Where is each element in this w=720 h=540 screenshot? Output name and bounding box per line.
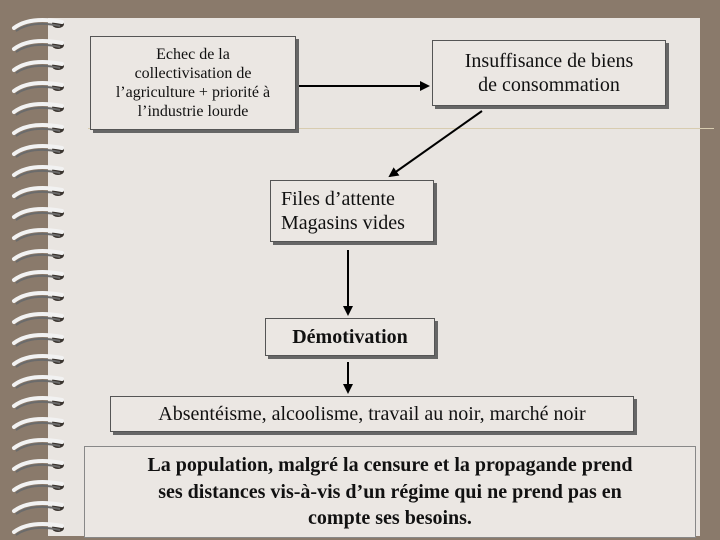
- node-files-attente: [270, 180, 434, 242]
- node-label: Insuffisance de biens de consommation: [464, 50, 634, 96]
- node-echec-collectivisation: [90, 36, 296, 130]
- node-label: La population, malgré la censure et la propagande prend ses distances vis-à-vis d’un régime qui ne prend pas en compte ses besoins.: [147, 454, 633, 530]
- node-label: Démotivation: [292, 326, 408, 348]
- arrow-insuffisance-to-files: [390, 111, 482, 176]
- node-label: Files d’attente Magasins vides: [281, 188, 405, 234]
- node-label: Echec de la collectivisation de l’agriculture + priorité à l’industrie lourde: [115, 45, 271, 121]
- node-demotivation: [265, 318, 435, 356]
- node-label: Absentéisme, alcoolisme, travail au noir, marché noir: [158, 403, 586, 425]
- node-insuffisance-biens: [432, 40, 666, 106]
- node-absenteisme: [110, 396, 634, 432]
- node-population-conclusion: [84, 446, 696, 538]
